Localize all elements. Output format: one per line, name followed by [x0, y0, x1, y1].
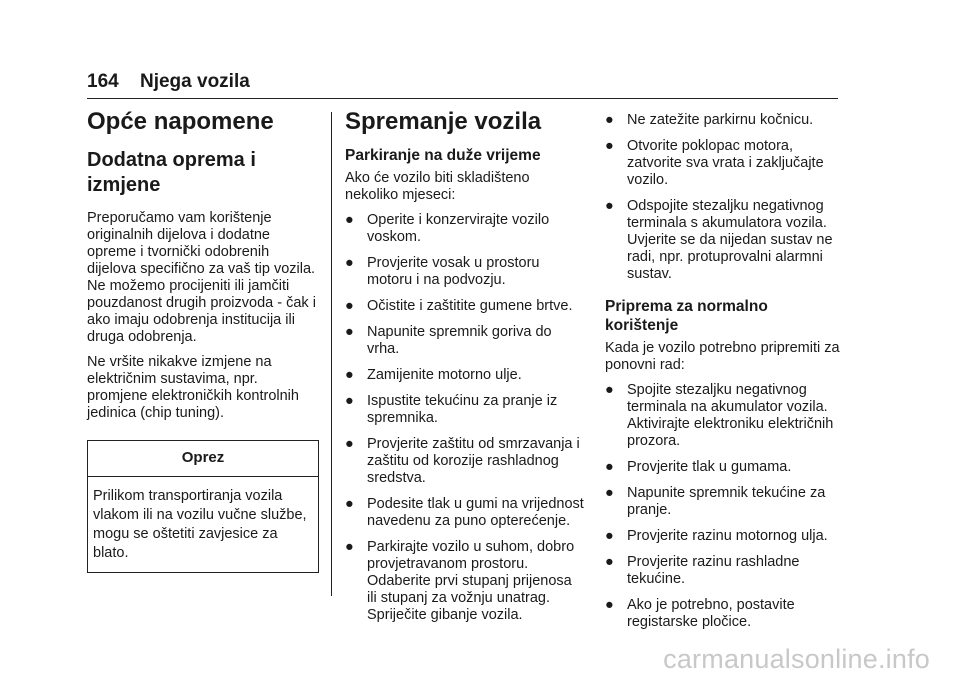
list-item: ● Otvorite poklopac motora, zatvorite sva vrata i zaključajte vozilo.: [605, 138, 824, 188]
preparation-intro: Kada je vozilo potrebno pripremiti za ponovni rad:: [605, 340, 840, 373]
caution-body: Prilikom transportiranja vozila vlakom ili na vozilu vučne službe, mogu se oštetiti zavjesice za blato.: [93, 488, 307, 561]
storage-bullet-list: [345, 212, 585, 624]
bullet-icon: ●: [345, 212, 354, 228]
bullet-icon: ●: [605, 459, 614, 475]
bullet-icon: ●: [345, 324, 354, 340]
bullet-icon: ●: [605, 597, 614, 613]
list-item: ● Parkirajte vozilo u suhom, dobro provjetravanom prostoru. Odaberite prvi stupanj prijenosa ili stupanj za vožnju unatrag. Spriječite gibanje vozila.: [345, 539, 575, 623]
storage-intro: Ako će vozilo biti skladišteno nekoliko mjeseci:: [345, 170, 530, 203]
list-item: ● Očistite i zaštitite gumene brtve.: [345, 298, 573, 314]
list-item: ● Podesite tlak u gumi na vrijednost navedenu za puno opterećenje.: [345, 496, 584, 529]
list-item: ● Spojite stezaljku negativnog terminala na akumulator vozila. Aktivirajte elektroniku električnih prozora.: [605, 382, 834, 449]
bullet-icon: ●: [605, 528, 614, 544]
watermark: carmanualsonline.info: [663, 644, 930, 674]
list-item: ● Provjerite razinu rashladne tekućine.: [605, 554, 800, 587]
list-item: ● Ispustite tekućinu za pranje iz spremnika.: [345, 393, 558, 426]
caution-title: Oprez: [88, 441, 318, 477]
subheading-accessories: Dodatna oprema i izmjene: [87, 149, 256, 196]
bullet-icon: ●: [605, 138, 614, 154]
bullet-icon: ●: [605, 382, 614, 398]
preparation-bullet-list: [605, 382, 845, 631]
list-item: ● Provjerite vosak u prostoru motoru i na podvozju.: [345, 255, 540, 288]
list-item: ● Odspojite stezaljku negativnog terminala s akumulatora vozila. Uvjerite se da nijedan sustav ne radi, npr. protuprovalni alarmni sustav.: [605, 198, 833, 282]
list-item: ● Provjerite razinu motornog ulja.: [605, 528, 828, 544]
header-rule: [87, 98, 838, 99]
bullet-icon: ●: [345, 436, 354, 452]
subheading-long-term-parking: Parkiranje na duže vrijeme: [345, 147, 541, 164]
page-header: [87, 71, 837, 93]
bullet-icon: ●: [345, 367, 354, 383]
bullet-icon: ●: [605, 554, 614, 570]
list-item: ● Napunite spremnik goriva do vrha.: [345, 324, 552, 357]
heading-general-notes: Opće napomene: [87, 108, 274, 135]
bullet-icon: ●: [605, 112, 614, 128]
list-item: ● Zamijenite motorno ulje.: [345, 367, 522, 383]
list-item: ● Operite i konzervirajte vozilo voskom.: [345, 212, 550, 245]
bullet-icon: ●: [345, 496, 354, 512]
section-title: Njega vozila: [139, 71, 250, 92]
column-general-notes: [87, 108, 321, 573]
column-vehicle-storage: [345, 108, 585, 633]
list-item: ● Ne zatežite parkirnu kočnicu.: [605, 112, 814, 128]
list-item: ● Provjerite zaštitu od smrzavanja i zaštitu od korozije rashladnog sredstva.: [345, 436, 580, 486]
heading-vehicle-storage: Spremanje vozila: [345, 108, 542, 135]
bullet-icon: ●: [605, 485, 614, 501]
list-item: ● Napunite spremnik tekućine za pranje.: [605, 485, 826, 518]
list-item: ● Ako je potrebno, postavite registarske pločice.: [605, 597, 795, 630]
caution-box: [87, 440, 319, 573]
paragraph-original-parts: Preporučamo vam korištenje originalnih dijelova i dodatne opreme i tvornički odobrenih dijelova specifično za vaš tip vozila. Ne možemo procijeniti ili jamčiti pouzdanost drugih proizvoda - čak i ako imaju odobrenja institucija ili druga odobrenja.: [87, 210, 316, 345]
column-storage-continued: [605, 108, 845, 640]
page-number: 164: [87, 71, 119, 92]
bullet-icon: ●: [345, 393, 354, 409]
list-item: ● Provjerite tlak u gumama.: [605, 459, 792, 475]
column-divider: [331, 112, 332, 596]
storage-bullet-list-continued: [605, 112, 845, 283]
bullet-icon: ●: [605, 198, 614, 214]
bullet-icon: ●: [345, 255, 354, 271]
paragraph-electrical-changes: Ne vršite nikakve izmjene na električnim sustavima, npr. promjene elektroničkih kontrolnih jedinica (chip tuning).: [87, 354, 299, 421]
bullet-icon: ●: [345, 298, 354, 314]
subheading-preparation: Priprema za normalno korištenje: [605, 298, 768, 334]
bullet-icon: ●: [345, 539, 354, 555]
